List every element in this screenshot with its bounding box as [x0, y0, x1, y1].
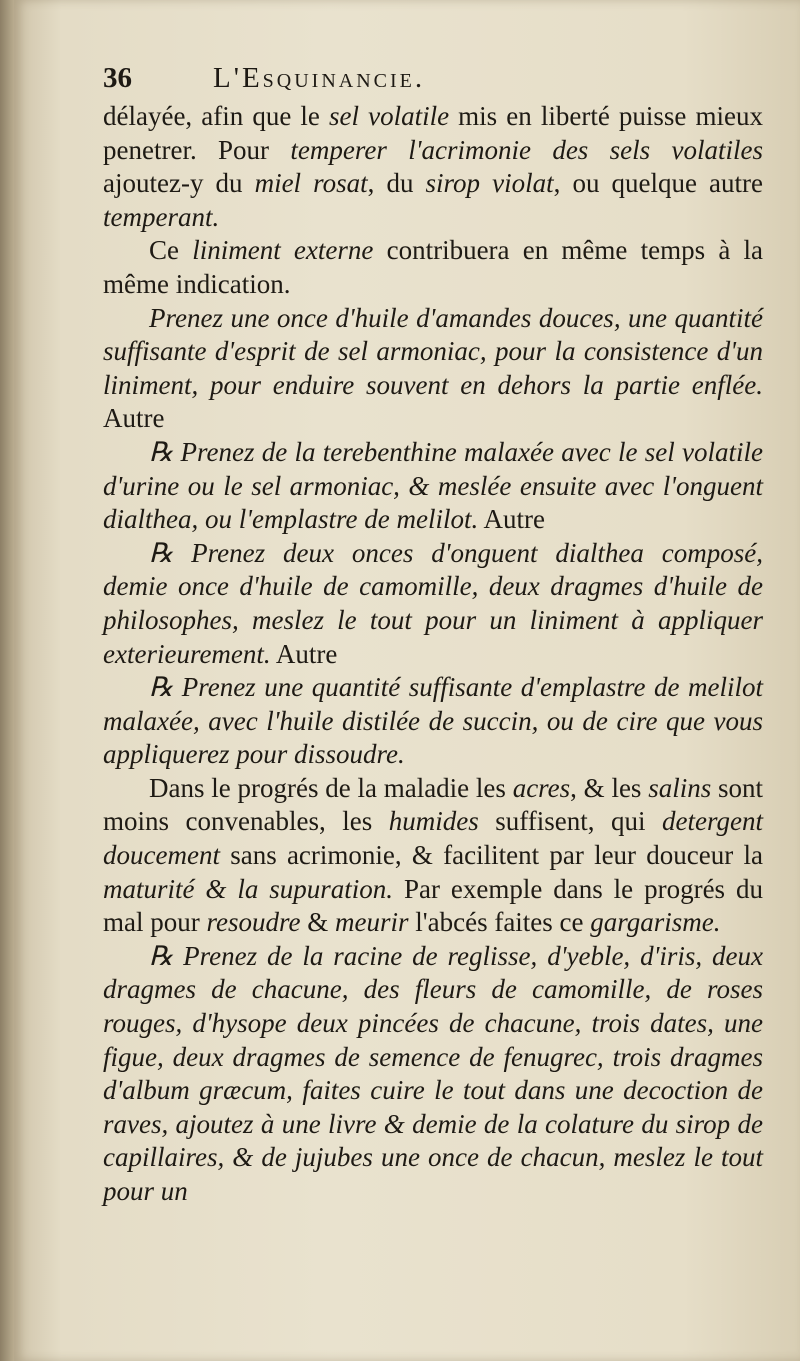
running-head: [103, 62, 763, 100]
text-segment: Par exemple dans le progrés du mal pour: [103, 873, 763, 938]
text-segment: Ce: [149, 235, 193, 266]
text-segment: sans acrimonie, & facilitent par leur douceur la: [219, 840, 763, 871]
text-segment: l'abcés faites ce: [408, 907, 591, 938]
text-segment: meurir: [335, 907, 409, 938]
text-segment: acres: [512, 772, 571, 803]
running-title: L'Esquinancie.: [213, 62, 426, 94]
text-segment: , & les: [570, 772, 649, 803]
text-segment: Autre: [103, 403, 165, 434]
text-segment: contribuera en même temps à la même indication.: [103, 235, 764, 299]
text-segment: délayée, afin que le: [103, 101, 330, 131]
text-segment: Autre: [478, 504, 545, 535]
page-number: 36: [103, 62, 132, 94]
text-segment: mis en liberté puisse mieux penetrer. Pour: [103, 101, 763, 165]
text-segment: gargarisme.: [590, 907, 721, 938]
paragraph-p6: [103, 671, 763, 772]
text-segment: temperant.: [103, 201, 220, 232]
text-segment: ℞ Prenez de la racine de reglisse, d'yeble, d'iris, deux dragmes de chacune, des fleurs de camomille, de roses rouges, d'hysope deux pincées de chacune, trois dates, une figue, deux dragmes de semence de fenugrec, trois dragmes d'album græcum, faites cuire le tout dans une decoction de raves, ajoutez à une livre & demie de la colature du sirop de capillaires, & de jujubes une once de chacun, meslez le tout pour un: [103, 940, 763, 1206]
body-text: [103, 100, 763, 1209]
text-segment: sirop violat: [425, 168, 554, 199]
paragraph-p4: [103, 436, 763, 537]
text-segment: , du: [367, 168, 426, 199]
text-segment: &: [300, 907, 335, 938]
text-segment: ℞ Prenez deux onces d'onguent dialthea composé, demie once d'huile de camomille, deux dragmes d'huile de philosophes, meslez le tout pour un liniment à appliquer exterieurement.: [103, 537, 763, 669]
text-segment: liniment externe: [192, 235, 374, 266]
paragraph-p8: [103, 940, 763, 1209]
text-segment: maturité & la supuration.: [103, 873, 394, 904]
text-segment: ℞ Prenez de la terebenthine malaxée avec le sel volatile d'urine ou le sel armoniac, & meslée ensuite avec l'onguent dialthea, ou l'emplastre de melilot.: [103, 436, 763, 535]
text-segment: ℞ Prenez une quantité suffisante d'emplastre de melilot malaxée, avec l'huile distilée de succin, ou de cire que vous appliquerez pour dissoudre.: [103, 672, 763, 770]
paragraph-p5: [103, 537, 763, 671]
book-gutter: [0, 0, 14, 1361]
text-segment: detergent doucement: [103, 806, 764, 871]
text-segment: , ou quelque autre: [553, 168, 764, 199]
text-segment: Autre: [270, 638, 338, 669]
paragraph-p1: [103, 100, 763, 234]
text-segment: salins: [648, 772, 712, 803]
paragraph-p7: [103, 772, 763, 940]
text-segment: Prenez une once d'huile d'amandes douces, une quantité suffisante d'esprit de sel armoniac, pour la consistence d'un liniment, pour enduire souvent en dehors la partie enflée.: [103, 302, 763, 400]
text-segment: resoudre: [206, 907, 301, 938]
text-segment: suffisent, qui: [478, 806, 663, 837]
text-segment: ajoutez-y du: [103, 168, 255, 199]
paragraph-p3: [103, 302, 763, 436]
text-segment: miel rosat: [254, 168, 368, 199]
text-segment: sont moins convenables, les: [103, 772, 764, 837]
page-text: [103, 62, 763, 1209]
text-segment: humides: [388, 806, 479, 837]
text-segment: temperer l'acrimonie des sels volatiles: [290, 134, 763, 165]
paragraph-p2: [103, 234, 763, 301]
text-segment: sel volatile: [329, 101, 450, 131]
text-segment: Dans le progrés de la maladie les: [149, 772, 513, 803]
